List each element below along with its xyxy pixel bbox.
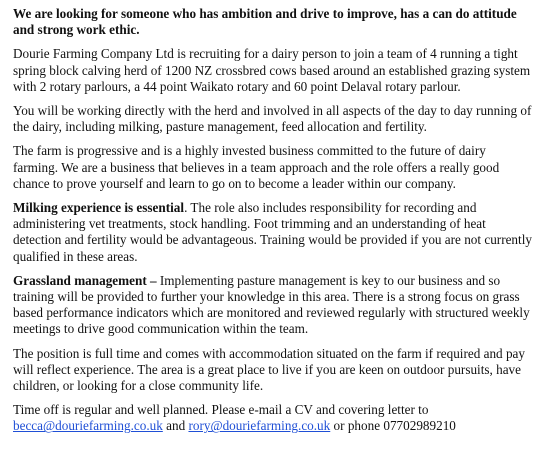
paragraph-grassland-management xyxy=(13,273,533,338)
paragraph-farm-description: The farm is progressive and is a highly invested business committed to the future of dairy farming. We are a business that believes in a team approach and the role offers a really good chance to prove yourself and learn to go on to become a leader within our company. xyxy=(13,143,500,191)
email-link-rory[interactable]: rory@douriefarming.co.uk xyxy=(188,418,331,434)
paragraph-milking-experience xyxy=(13,200,533,265)
contact-and: and xyxy=(162,418,189,434)
contact-phone: or phone 07702989210 xyxy=(330,418,456,434)
milking-experience-lead: Milking experience is essential xyxy=(13,200,185,216)
headline: We are looking for someone who has ambition and drive to improve, has a can do attitude and strong work ethic. xyxy=(13,6,517,38)
contact-intro: Time off is regular and well planned. Please e-mail a CV and covering letter to xyxy=(13,402,429,418)
paragraph-position-details: The position is full time and comes with accommodation situated on the farm if required and pay will reflect experience. The area is a great place to live if you are keen on outdoor pursuits, have children, or looking for a close community life. xyxy=(13,345,525,394)
email-link-becca[interactable]: becca@douriefarming.co.uk xyxy=(13,418,163,434)
paragraph-role-description: You will be working directly with the herd and involved in all aspects of the day to day running of the dairy, including milking, pasture management, feed allocation and fertility. xyxy=(13,103,532,135)
job-advert-document xyxy=(13,6,533,435)
paragraph-contact xyxy=(13,402,533,434)
paragraph-company-intro: Dourie Farming Company Ltd is recruiting for a dairy person to join a team of 4 running a tight spring block calving herd of 1200 NZ crossbred cows based around an established grazing system with 2 rotary parlours, a 44 point Waikato rotary and 60 point Delaval rotary parlour. xyxy=(13,46,531,94)
grassland-management-lead: Grassland management – xyxy=(13,272,157,288)
milking-experience-text: . The role also includes responsibility for recording and administering vet treatments, stock handling. Foot trimming and an understanding of heat detection and fertility would be advantageous. Training would be provided if you are not currently qualified in these areas. xyxy=(13,200,532,264)
grassland-management-text: Implementing pasture management is key to our business and so training will be provided to further your knowledge in this area. There is a strong focus on grass based performance indicators which are monitored and reviewed regularly with structured weekly meetings to drive good communication within the team. xyxy=(13,272,530,337)
